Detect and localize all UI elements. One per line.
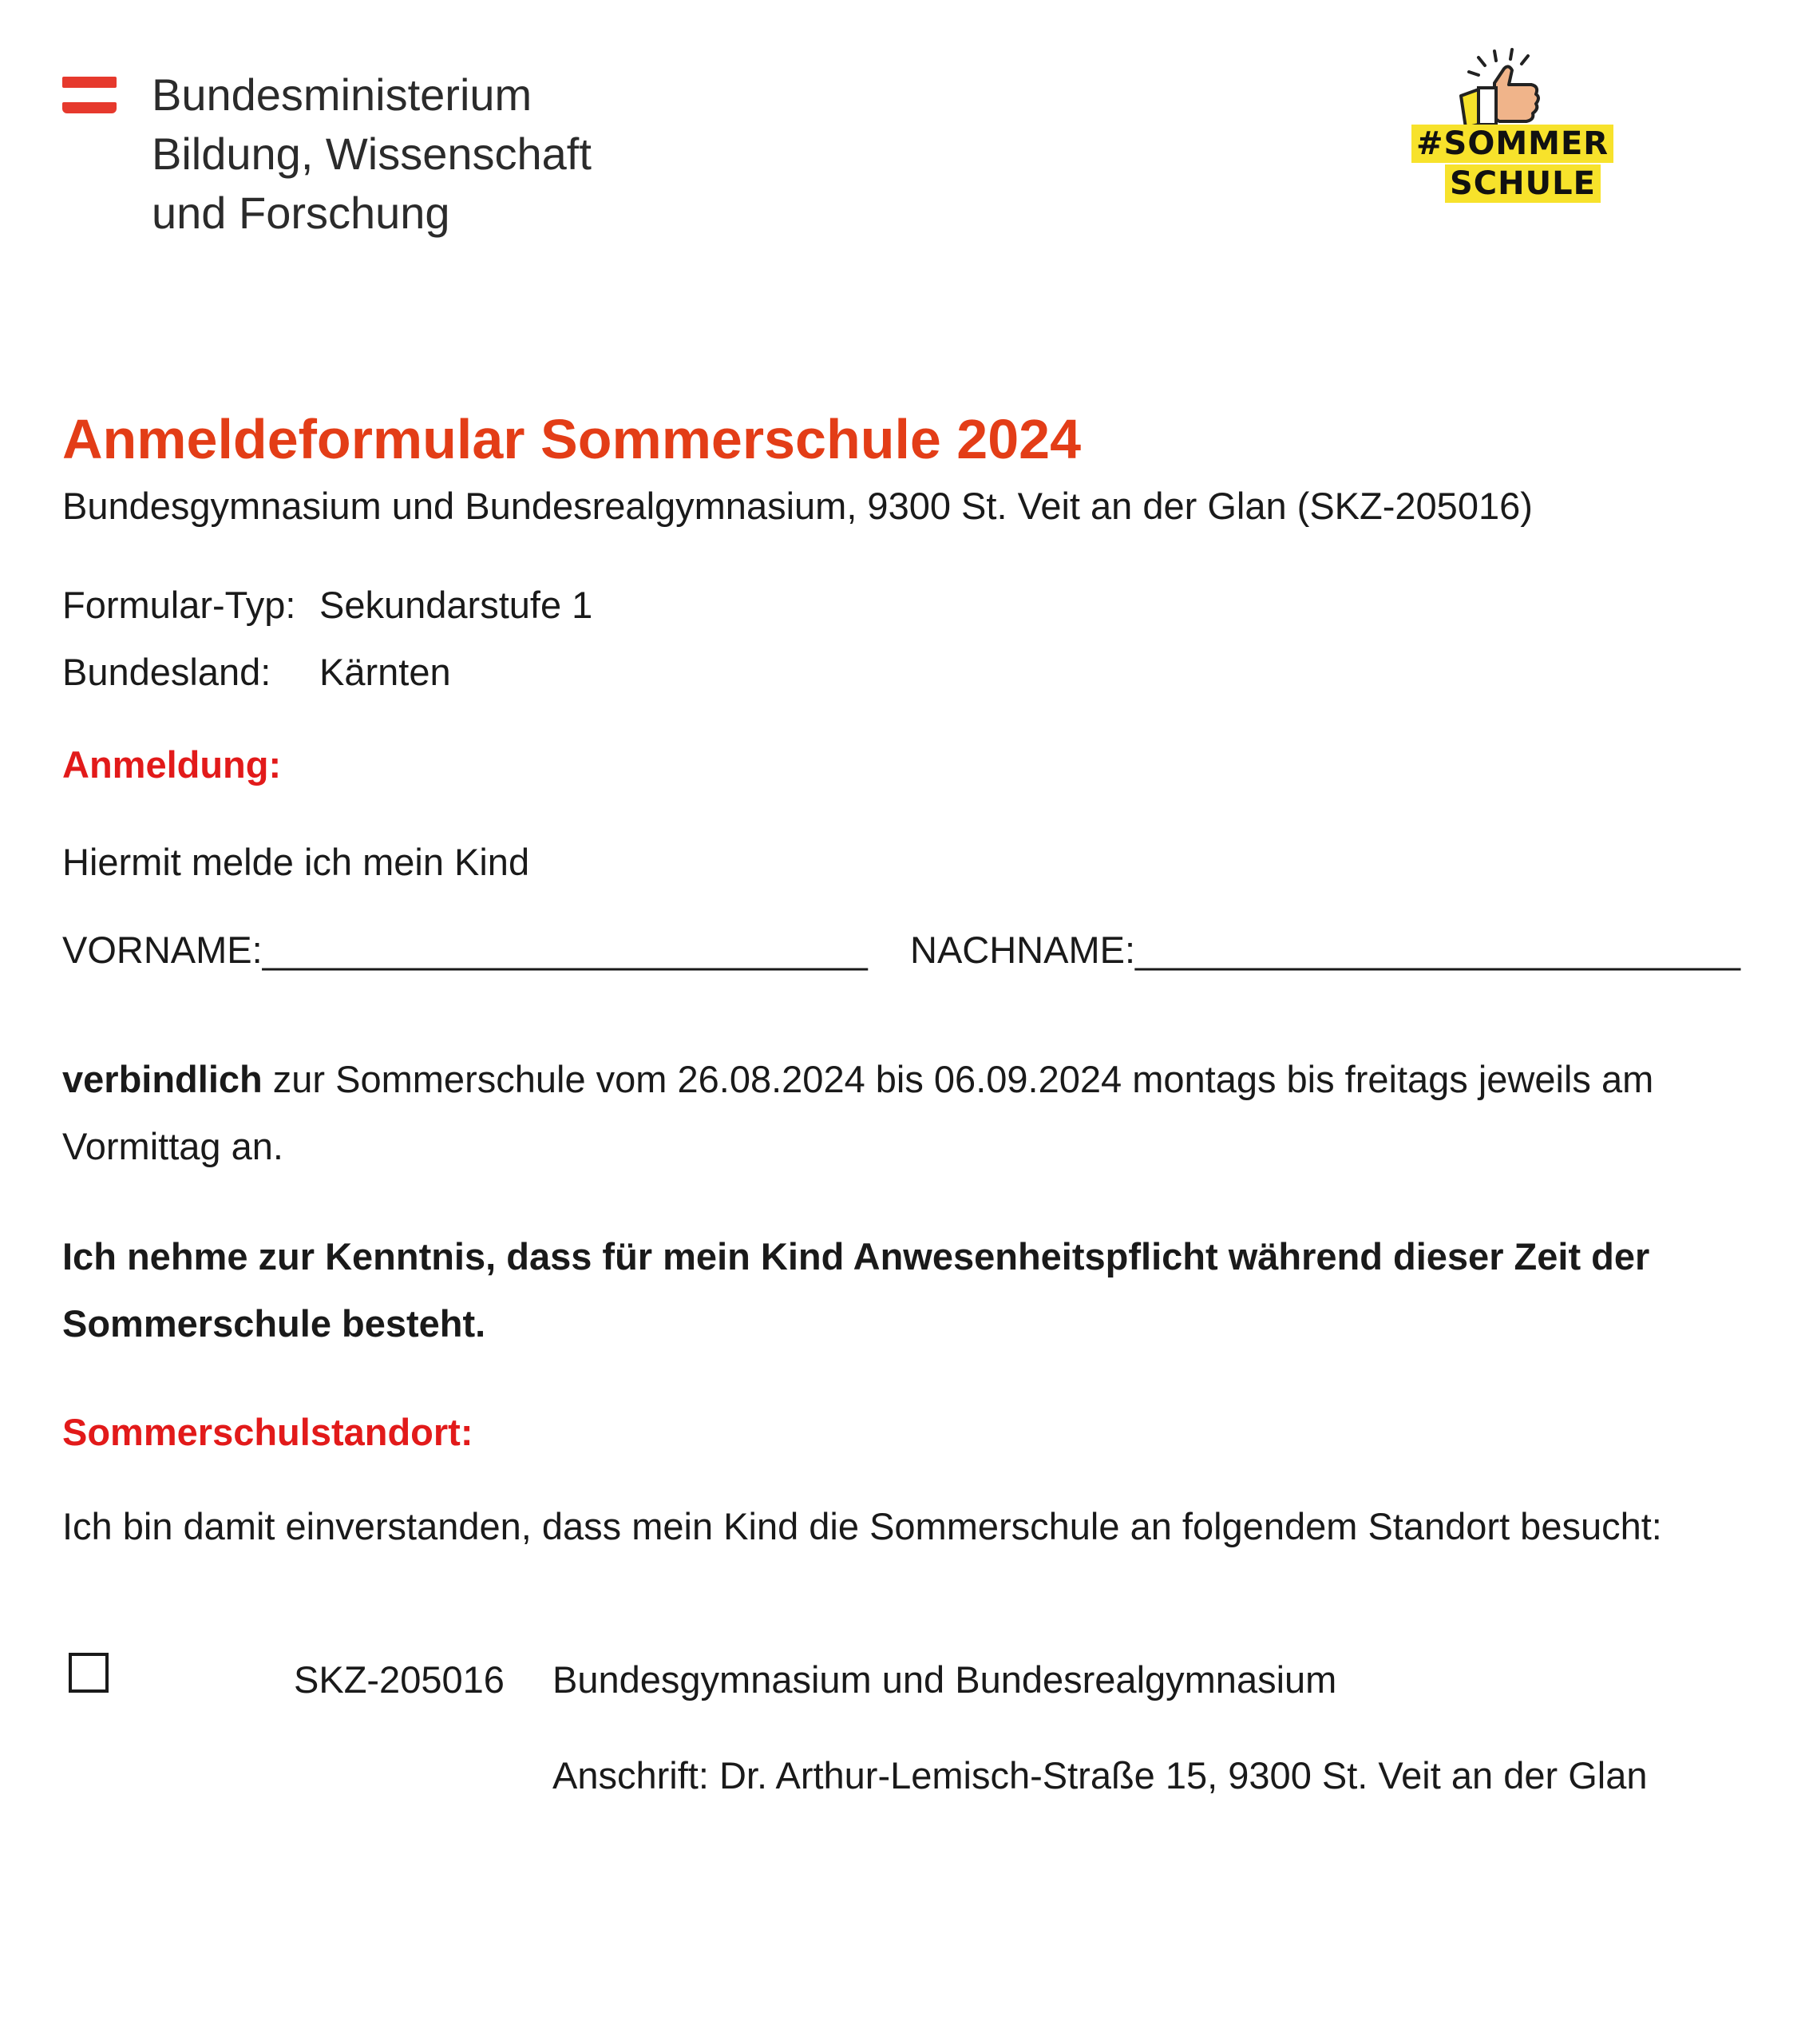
registration-intro: Hiermit melde ich mein Kind [62, 841, 530, 883]
form-type-value: Sekundarstufe 1 [319, 584, 593, 626]
binding-bold-word: verbindlich [62, 1058, 263, 1100]
location-school-name: Bundesgymnasium und Bundesrealgymnasium [552, 1658, 1337, 1701]
thumbs-up-icon [1405, 48, 1597, 136]
form-title: Anmeldeformular Sommerschule 2024 [62, 408, 1082, 470]
binding-statement-line1 [62, 1056, 1653, 1103]
lastname-blank-line[interactable]: _____________________________ [1135, 929, 1741, 971]
state-value: Kärnten [319, 651, 451, 693]
location-skz: SKZ-205016 [294, 1658, 505, 1701]
attendance-notice-line2: Sommerschule besteht. [62, 1302, 486, 1345]
location-heading: Sommerschulstandort: [62, 1411, 473, 1453]
state-label: Bundesland: [62, 651, 271, 693]
school-subtitle: Bundesgymnasium und Bundesrealgymnasium, 9300 St. Veit an der Glan (SKZ-205016) [62, 485, 1533, 527]
attendance-notice-line1: Ich nehme zur Kenntnis, dass für mein Kind Anwesenheitspflicht während dieser Zeit der [62, 1235, 1650, 1278]
ministry-name-line2: Bildung, Wissenschaft [152, 129, 592, 179]
location-intro: Ich bin damit einverstanden, dass mein Kind die Sommerschule an folgendem Standort besucht: [62, 1505, 1662, 1547]
binding-rest: zur Sommerschule vom 26.08.2024 bis 06.09.2024 montags bis freitags jeweils am [262, 1058, 1654, 1100]
location-address: Anschrift: Dr. Arthur-Lemisch-Straße 15, 9300 St. Veit an der Glan [552, 1754, 1648, 1796]
sommerschule-logo [1405, 48, 1609, 208]
registration-heading: Anmeldung: [62, 743, 282, 786]
austria-flag-stripe-bottom [62, 102, 117, 113]
binding-statement-line2: Vormittag an. [62, 1125, 283, 1167]
lastname-label: NACHNAME: [910, 929, 1136, 971]
logo-tag-sommer: #SOMMER [1411, 125, 1613, 163]
form-type-label: Formular-Typ: [62, 584, 296, 626]
ministry-name-line1: Bundesministerium [152, 69, 532, 120]
firstname-blank-line[interactable]: _____________________________ [262, 929, 868, 971]
austria-flag-stripe-top [62, 77, 117, 88]
firstname-label: VORNAME: [62, 929, 263, 971]
firstname-field[interactable] [62, 926, 868, 974]
logo-tag-schule: SCHULE [1445, 164, 1601, 203]
ministry-name-line3: und Forschung [152, 188, 450, 238]
location-checkbox[interactable] [69, 1653, 109, 1693]
lastname-field[interactable] [910, 926, 1740, 974]
